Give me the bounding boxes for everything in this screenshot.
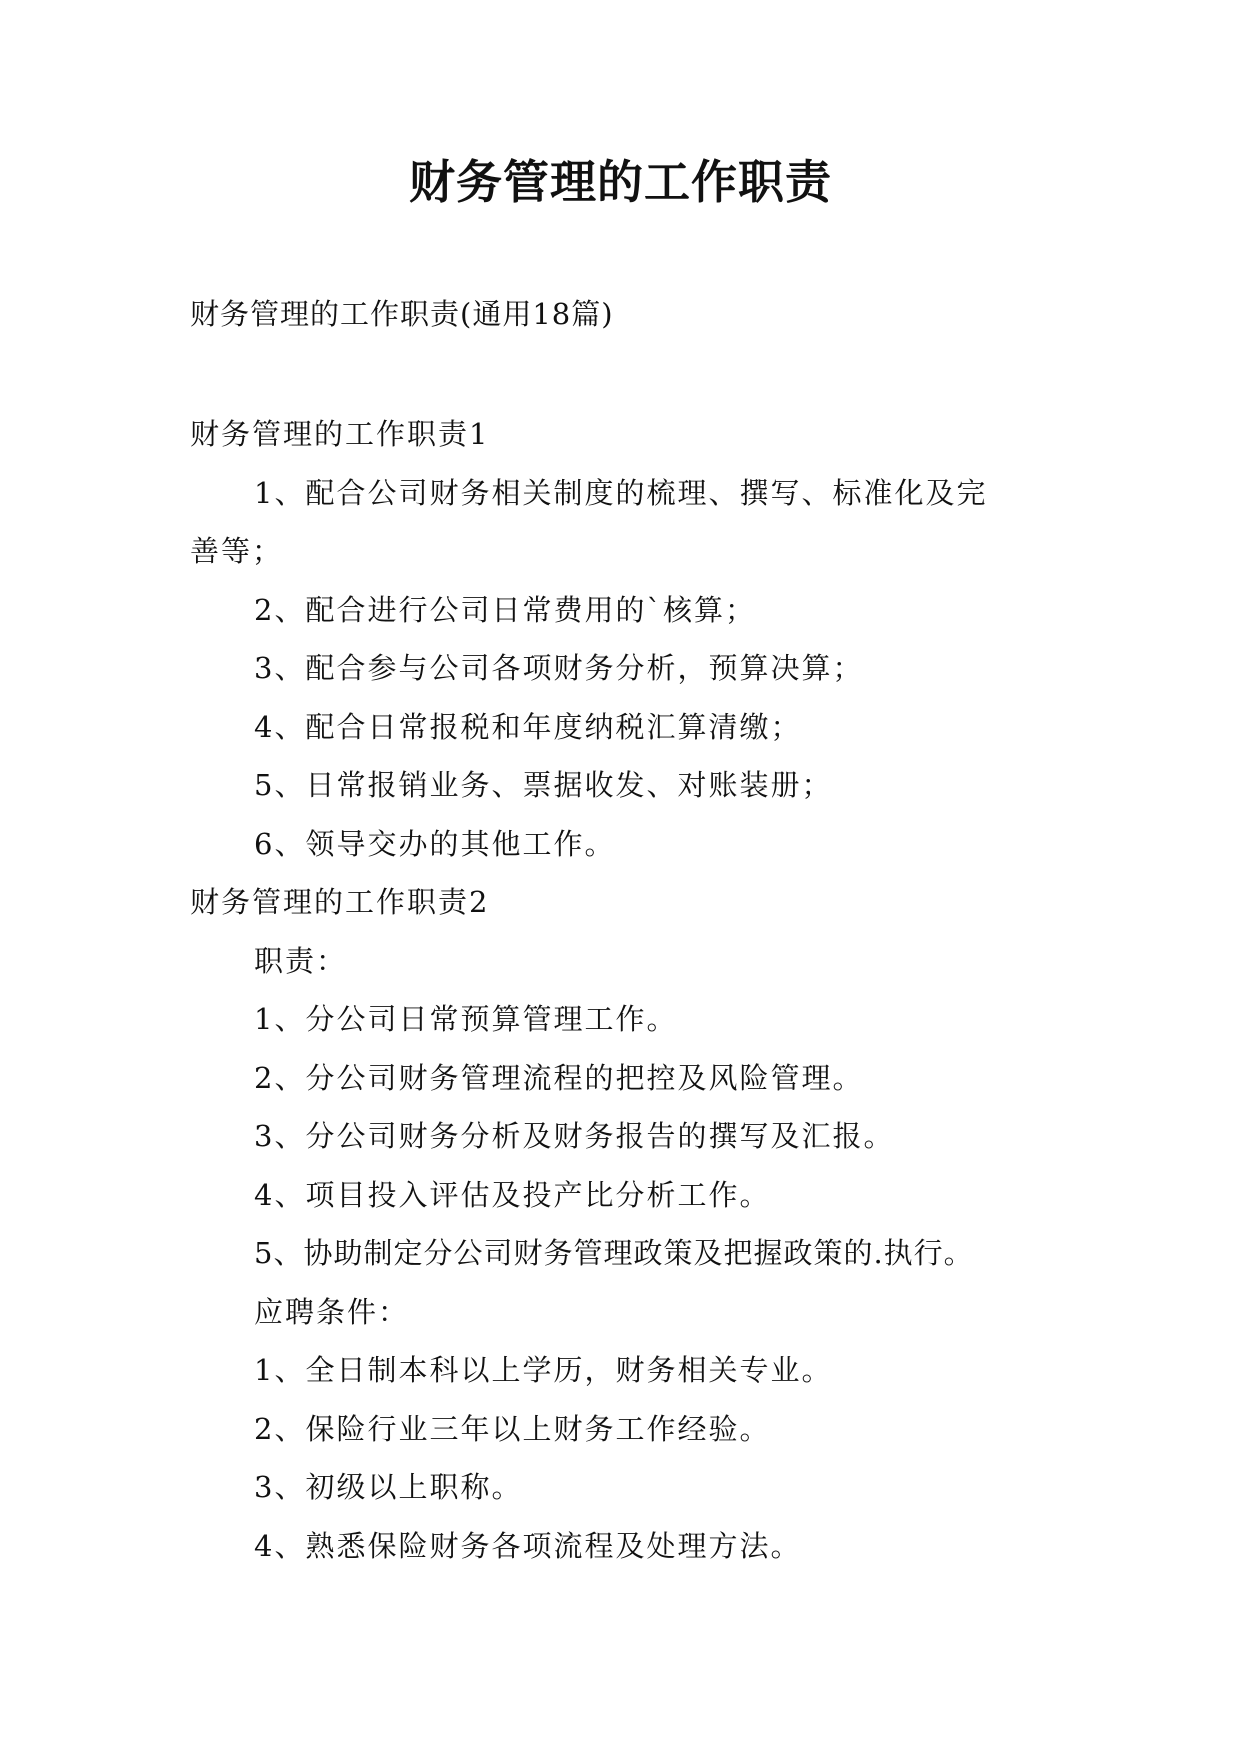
section-heading-2: 财务管理的工作职责2 — [190, 885, 490, 919]
paragraph-line: 5、日常报销业务、票据收发、对账装册； — [254, 768, 833, 802]
subheading-requirements: 应聘条件： — [254, 1294, 410, 1329]
paragraph-line-continuation: 善等； — [190, 534, 284, 568]
paragraph-line: 4、项目投入评估及投产比分析工作。 — [254, 1177, 771, 1212]
paragraph-line: 1、全日制本科以上学历，财务相关专业。 — [254, 1353, 833, 1387]
paragraph-line: 1、配合公司财务相关制度的梳理、撰写、标准化及完 — [254, 475, 988, 510]
paragraph-line: 4、配合日常报税和年度纳税汇算清缴； — [254, 709, 802, 744]
paragraph-line: 2、保险行业三年以上财务工作经验。 — [254, 1411, 771, 1446]
paragraph-line: 3、分公司财务分析及财务报告的撰写及汇报。 — [254, 1119, 895, 1153]
document-body — [190, 405, 1090, 1575]
paragraph-line: 2、配合进行公司日常费用的`核算； — [254, 592, 756, 627]
paragraph-line: 6、领导交办的其他工作。 — [254, 826, 616, 861]
paragraph-line: 1、分公司日常预算管理工作。 — [254, 1002, 678, 1036]
paragraph-line: 2、分公司财务管理流程的把控及风险管理。 — [254, 1060, 864, 1095]
document-subtitle: 财务管理的工作职责(通用18篇) — [190, 297, 614, 331]
paragraph-line: 4、熟悉保险财务各项流程及处理方法。 — [254, 1528, 802, 1563]
paragraph-line: 3、初级以上职称。 — [254, 1470, 523, 1504]
subheading-duties: 职责： — [254, 943, 348, 978]
section-heading-1: 财务管理的工作职责1 — [190, 417, 490, 451]
document-title: 财务管理的工作职责 — [409, 155, 832, 209]
paragraph-line: 5、协助制定分公司财务管理政策及把握政策的.执行。 — [254, 1236, 974, 1270]
paragraph-line: 3、配合参与公司各项财务分析，预算决算； — [254, 651, 864, 685]
